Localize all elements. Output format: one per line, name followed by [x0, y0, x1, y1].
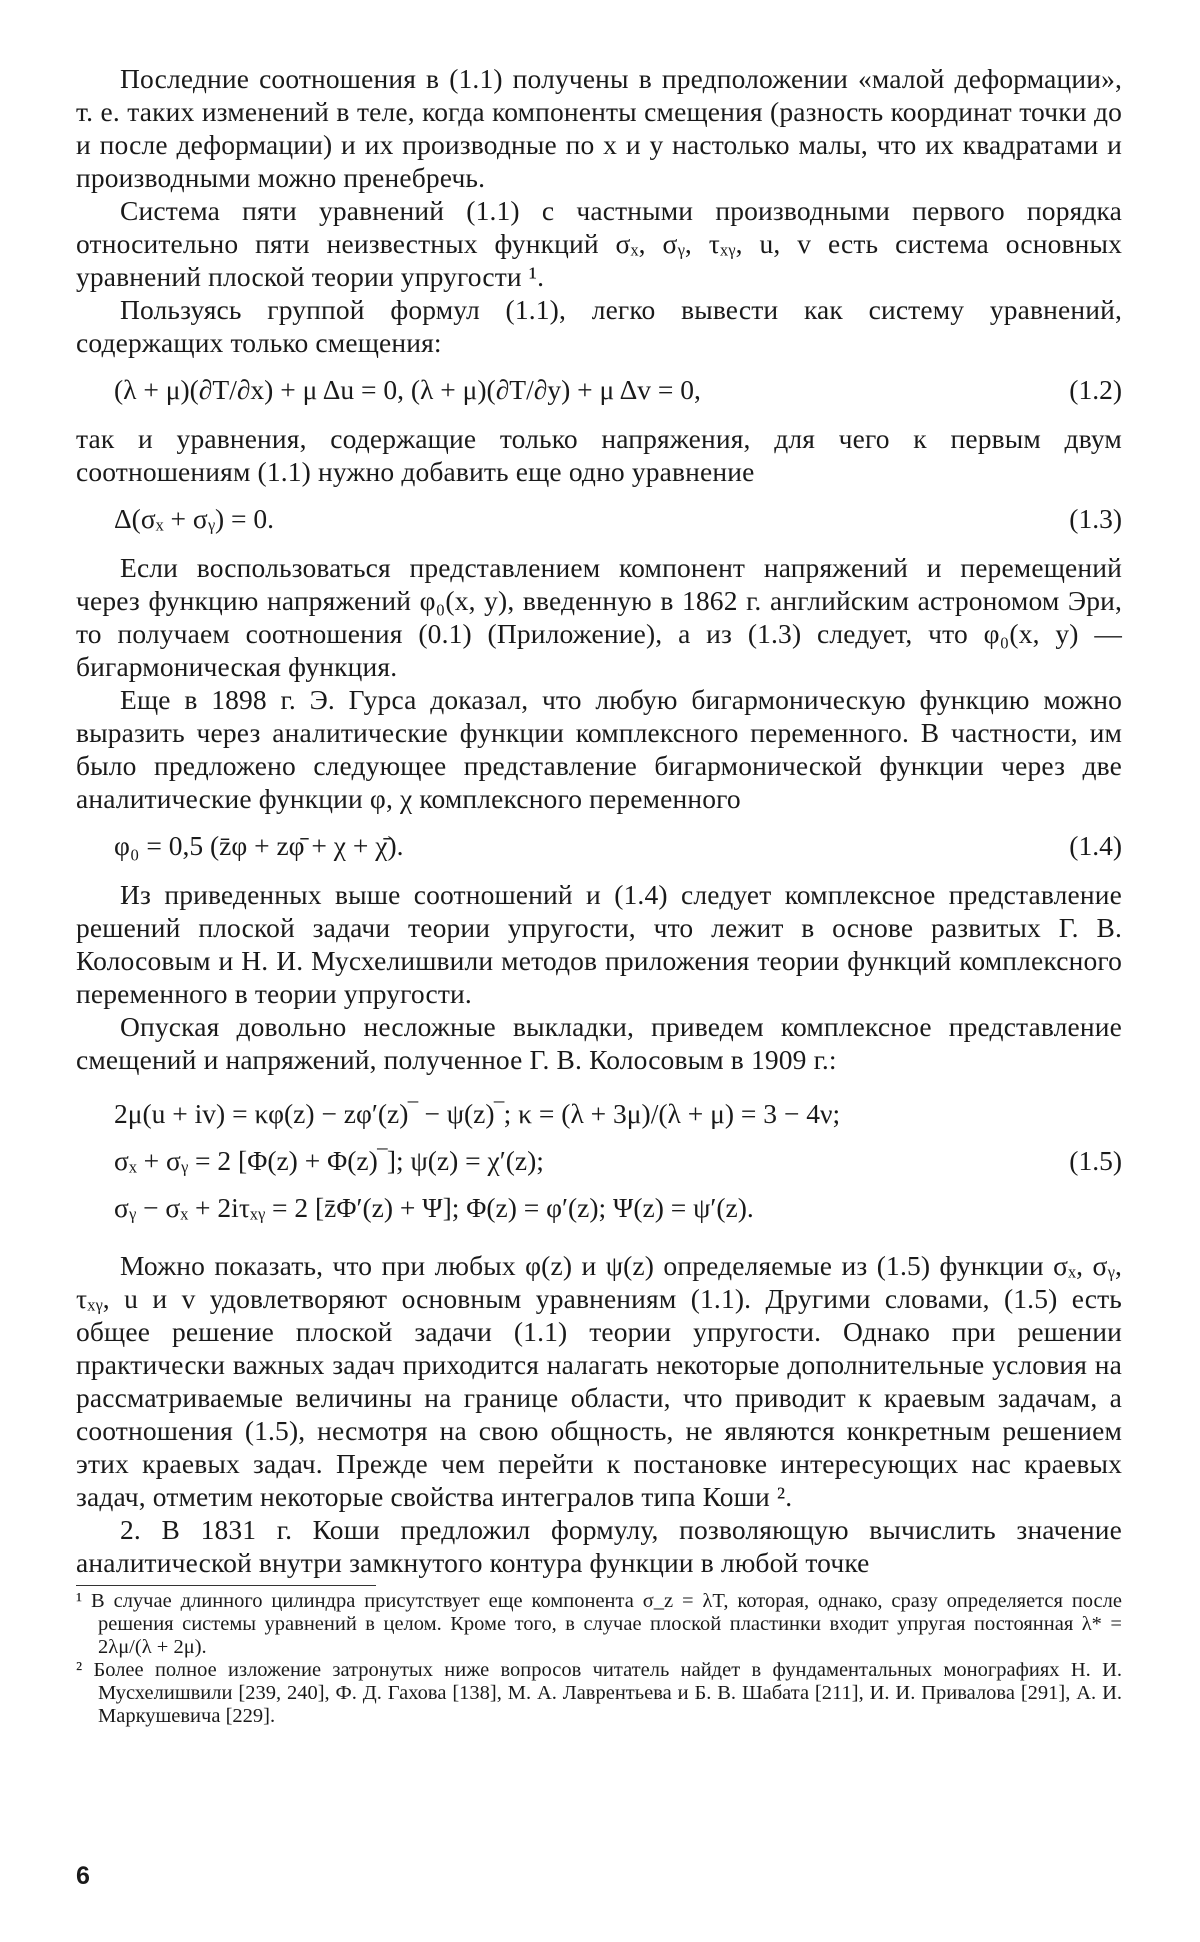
paragraph: Можно показать, что при любых φ(z) и ψ(z) определяемые из (1.5) функции σₓ, σᵧ, τₓᵧ, u и v удовлетворяют основным уравнениям (1.1). Другими словами, (1.5) есть общее решение плоской задачи (1.1) теории упругости. Однако при решении практически важных задач приходится налагать некоторые дополнительные условия на рассматриваемые величины на границе области, что приводит к краевым задачам, а соотношения (1.5), несмотря на свою общность, не являются конкретным решением этих краевых задач. Прежде чем перейти к постановке интересующих нас краевых задач, отметим некоторые свойства интегралов типа Коши ².	[76, 1250, 1122, 1512]
paragraph: Еще в 1898 г. Э. Гурса доказал, что любую бигармоническую функцию можно выразить через аналитические функции комплексного переменного. В частности, им было предложено следующее представление бигармонической функции через две аналитические функции φ, χ комплексного переменного	[76, 684, 1122, 814]
paragraph: Последние соотношения в (1.1) получены в предположении «малой деформации», т. е. таких изменений в теле, когда компоненты смещения (разность координат точки до и после деформации) и их производные по x и y настолько малы, что их квадратами и производными можно пренебречь.	[76, 63, 1122, 193]
paragraph: Система пяти уравнений (1.1) с частными производными первого порядка относительно пяти неизвестных функций σₓ, σᵧ, τₓᵧ, u, v есть система основных уравнений плоской теории упругости ¹.	[76, 195, 1122, 292]
equation-1-3	[76, 502, 1122, 535]
equation-text: Δ(σₓ + σᵧ) = 0.	[114, 503, 275, 534]
footnote-divider	[76, 1585, 376, 1586]
text-column	[76, 62, 1122, 1728]
paragraph: Из приведенных выше соотношений и (1.4) следует комплексное представление решений плоской задачи теории упругости, что лежит в основе развитых Г. В. Колосовым и Н. И. Мусхелишвили методов приложения теории функций комплексного переменного в теории упругости.	[76, 879, 1122, 1009]
equation-1-5	[76, 1090, 1122, 1231]
equation-line: 2μ(u + iv) = κφ(z) − zφ′(z)‾ − ψ(z)‾; κ = (λ + 3μ)/(λ + μ) = 3 − 4ν;	[114, 1098, 841, 1129]
footnote: ¹ В случае длинного цилиндра присутствует еще компонента σ_z = λT, которая, однако, сразу определяется после решения системы уравнений в целом. Кроме того, в случае плоской пластинки входит упругая постоянная λ* = 2λμ/(λ + 2μ).	[76, 1590, 1122, 1658]
paragraph: Пользуясь группой формул (1.1), легко вывести как систему уравнений, содержащих только смещения:	[76, 294, 1122, 358]
equation-number: (1.2)	[1069, 374, 1122, 405]
equation-number: (1.5)	[1069, 1145, 1122, 1176]
equation-1-2	[76, 373, 1122, 406]
equation-text: (λ + μ)(∂T/∂x) + μ Δu = 0, (λ + μ)(∂T/∂y) + μ Δv = 0,	[114, 374, 701, 405]
equation-number: (1.4)	[1069, 830, 1122, 861]
page-number: 6	[76, 1862, 90, 1890]
paragraph: 2. В 1831 г. Коши предложил формулу, позволяющую вычислить значение аналитической внутри замкнутого контура функции в любой точке	[76, 1514, 1122, 1578]
equation-line: σᵧ − σₓ + 2iτₓᵧ = 2 [z̄Φ′(z) + Ψ]; Φ(z) = φ′(z); Ψ(z) = ψ′(z).	[114, 1192, 754, 1223]
equation-line: σₓ + σᵧ = 2 [Φ(z) + Φ(z)‾]; ψ(z) = χ′(z);	[114, 1145, 544, 1176]
equation-1-4	[76, 829, 1122, 862]
equation-number: (1.3)	[1069, 503, 1122, 534]
footnote: ² Более полное изложение затронутых ниже вопросов читатель найдет в фундаментальных монографиях Н. И. Мусхелишвили [239, 240], Ф. Д. Гахова [138], М. А. Лаврентьева и Б. В. Шабата [211], И. И. Привалова [291], А. И. Маркушевича [229].	[76, 1659, 1122, 1727]
paragraph: Если воспользоваться представлением компонент напряжений и перемещений через функцию напряжений φ₀(x, y), введенную в 1862 г. английским астрономом Эри, то получаем соотношения (0.1) (Приложение), а из (1.3) следует, что φ₀(x, y) — бигармоническая функция.	[76, 552, 1122, 682]
paragraph: Опуская довольно несложные выкладки, приведем комплексное представление смещений и напряжений, полученное Г. В. Колосовым в 1909 г.:	[76, 1011, 1122, 1075]
paragraph: так и уравнения, содержащие только напряжения, для чего к первым двум соотношениям (1.1) нужно добавить еще одно уравнение	[76, 423, 1122, 487]
equation-text: φ₀ = 0,5 (z̄φ + zφ̄ + χ + χ̄).	[114, 830, 404, 861]
